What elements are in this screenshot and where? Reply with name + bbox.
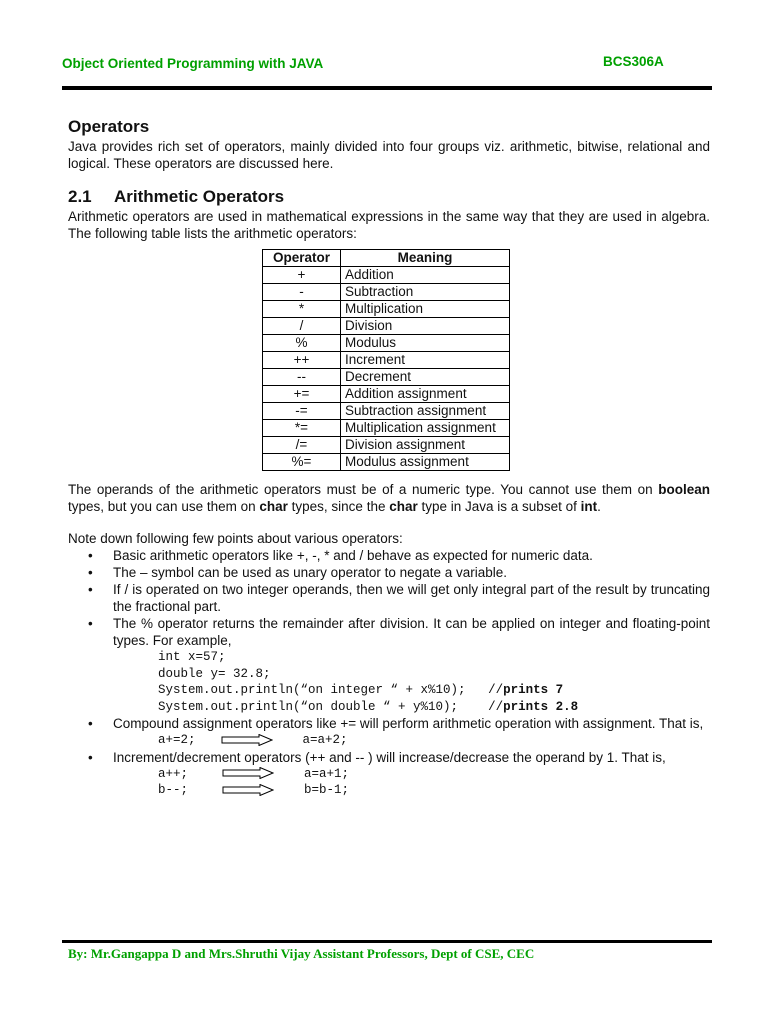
bullet-text: Basic arithmetic operators like +, -, * and / behave as expected for numeric data.	[113, 548, 593, 563]
code-example-compound	[113, 732, 710, 749]
code-line: b--;	[158, 783, 189, 797]
table-row	[263, 454, 510, 471]
code-line: double y= 32.8;	[158, 666, 271, 681]
code-comment: //	[488, 683, 504, 697]
section-title: Operators	[68, 117, 150, 136]
operator-cell: --	[263, 369, 341, 386]
arrow-right-icon	[221, 734, 273, 746]
table-header-row	[263, 250, 510, 267]
bullet-icon: •	[88, 616, 93, 631]
meaning-cell: Multiplication	[341, 301, 510, 318]
meaning-cell: Increment	[341, 352, 510, 369]
keyword-int: int	[580, 499, 598, 514]
keyword-boolean: boolean	[658, 482, 710, 497]
operands-text-1: The operands of the arithmetic operators must be of a numeric type. You cannot use them on	[68, 482, 659, 497]
list-item	[68, 547, 710, 564]
operator-cell: -	[263, 284, 341, 301]
list-item	[68, 749, 710, 799]
code-example-modulus	[113, 649, 710, 715]
operators-table	[262, 249, 510, 471]
bullet-icon: •	[88, 582, 93, 597]
operands-text-3: types, since the	[287, 499, 390, 514]
table-header-operator: Operator	[263, 250, 341, 267]
code-comment-output: prints 7	[503, 683, 564, 697]
table-row	[263, 301, 510, 318]
operator-cell: +=	[263, 386, 341, 403]
bullet-icon: •	[88, 749, 93, 765]
table-row	[263, 437, 510, 454]
operator-cell: %	[263, 335, 341, 352]
course-code: BCS306A	[603, 54, 664, 69]
subsection-number: 2.1	[68, 187, 92, 206]
bullet-text: If / is operated on two integer operands, then we will get only integral part of the result by truncating the fractional part.	[113, 582, 710, 614]
code-comment: //	[488, 699, 504, 714]
subsection-title	[68, 187, 284, 207]
table-header-meaning: Meaning	[341, 250, 510, 267]
meaning-cell: Addition assignment	[341, 386, 510, 403]
arrow-right-icon	[222, 784, 274, 796]
meaning-cell: Multiplication assignment	[341, 420, 510, 437]
table-row	[263, 284, 510, 301]
table-row	[263, 267, 510, 284]
code-line: b=b-1;	[304, 783, 350, 797]
operands-text-5: .	[597, 499, 601, 514]
list-item	[68, 615, 710, 715]
code-line: int x=57;	[158, 650, 226, 664]
operator-notes-list	[68, 547, 710, 799]
table-row	[263, 420, 510, 437]
code-line: System.out.println(“on double “ + y%10);	[158, 699, 459, 714]
operator-cell: *	[263, 301, 341, 318]
table-row	[263, 369, 510, 386]
code-comment-output: prints 2.8	[503, 699, 579, 714]
meaning-cell: Addition	[341, 267, 510, 284]
keyword-char: char	[259, 499, 288, 514]
operator-cell: -=	[263, 403, 341, 420]
operators-table-body	[263, 267, 510, 471]
table-row	[263, 386, 510, 403]
bullet-text: The % operator returns the remainder after division. It can be applied on integer and floating-point types. For example,	[113, 616, 710, 648]
keyword-char-2: char	[389, 499, 418, 514]
meaning-cell: Modulus assignment	[341, 454, 510, 471]
bullet-text: Compound assignment operators like += will perform arithmetic operation with assignment. That is,	[113, 716, 704, 731]
meaning-cell: Division assignment	[341, 437, 510, 454]
code-line: a+=2;	[158, 733, 196, 747]
subsection-intro: Arithmetic operators are used in mathematical expressions in the same way that they are used in algebra. The following table lists the arithmetic operators:	[68, 209, 710, 241]
table-row	[263, 318, 510, 335]
operator-cell: /=	[263, 437, 341, 454]
bullet-icon: •	[88, 716, 93, 731]
header-title: Object Oriented Programming with JAVA	[62, 56, 324, 71]
list-item	[68, 715, 710, 749]
bullet-text: The – symbol can be used as unary operator to negate a variable.	[113, 565, 507, 580]
list-item	[68, 581, 710, 615]
meaning-cell: Division	[341, 318, 510, 335]
footer-divider	[62, 940, 712, 943]
operator-cell: ++	[263, 352, 341, 369]
subsection-label: Arithmetic Operators	[114, 187, 285, 206]
operands-text-4: type in Java is a subset of	[417, 499, 581, 514]
code-line: a=a+1;	[304, 766, 350, 781]
bullet-icon: •	[88, 548, 93, 563]
meaning-cell: Decrement	[341, 369, 510, 386]
arrow-right-icon	[222, 767, 274, 779]
code-line: System.out.println(“on integer “ + x%10);	[158, 683, 466, 697]
operands-text-2: types, but you can use them on	[68, 499, 260, 514]
code-example-increment	[113, 766, 710, 799]
operator-cell: /	[263, 318, 341, 335]
footer-credits: By: Mr.Gangappa D and Mrs.Shruthi Vijay Assistant Professors, Dept of CSE, CEC	[68, 946, 535, 961]
operands-paragraph	[68, 481, 710, 515]
operator-cell: +	[263, 267, 341, 284]
table-row	[263, 352, 510, 369]
note-intro: Note down following few points about various operators:	[68, 531, 403, 546]
section-intro: Java provides rich set of operators, mainly divided into four groups viz. arithmetic, bitwise, relational and logical. These operators are discussed here.	[68, 139, 710, 171]
table-row	[263, 335, 510, 352]
meaning-cell: Subtraction	[341, 284, 510, 301]
meaning-cell: Modulus	[341, 335, 510, 352]
header-divider	[62, 86, 712, 90]
meaning-cell: Subtraction assignment	[341, 403, 510, 420]
operator-cell: *=	[263, 420, 341, 437]
bullet-icon: •	[88, 565, 93, 580]
list-item	[68, 564, 710, 581]
operator-cell: %=	[263, 454, 341, 471]
code-line: a++;	[158, 766, 189, 781]
table-row	[263, 403, 510, 420]
code-line: a=a+2;	[302, 733, 348, 747]
bullet-text: Increment/decrement operators (++ and -- ) will increase/decrease the operand by 1. That is,	[113, 749, 666, 765]
